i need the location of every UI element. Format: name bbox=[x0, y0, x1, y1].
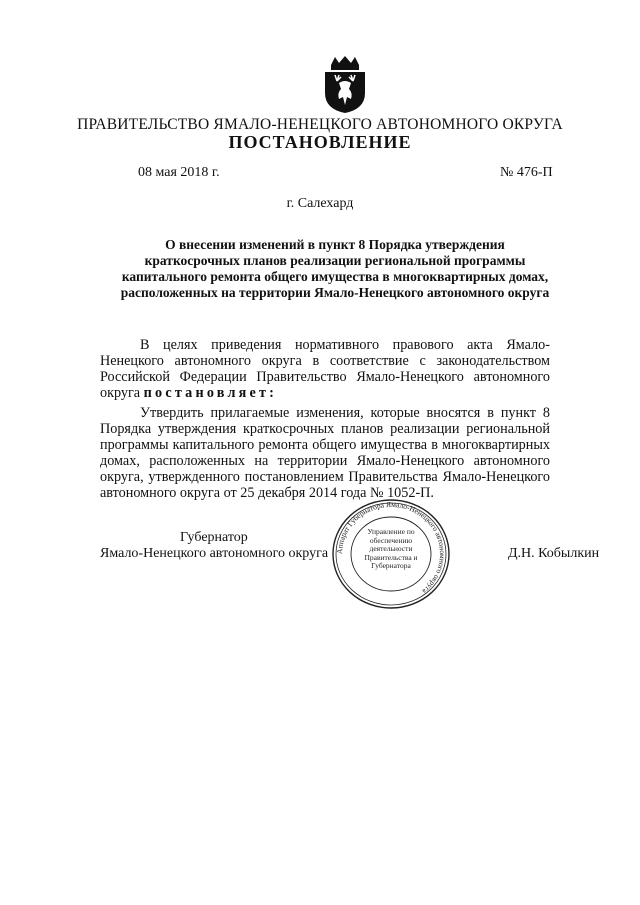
body-paragraph-1 bbox=[100, 337, 550, 401]
body-paragraph-2 bbox=[100, 405, 550, 501]
para1-text: В целях приведения нормативного правового акта Ямало-Ненецкого автономного округа в соответствие с законодательством Российской Федерации Правительство Ямало-Ненецкого автономного округа bbox=[100, 337, 550, 401]
document-title: О внесении изменений в пункт 8 Порядка утверждения краткосрочных планов реализации региональной программы капитального ремонта общего имущества в многоквартирных домах, расположенных на территории Ямало-Ненецкого автономного округа bbox=[120, 237, 550, 300]
signer-name: Д.Н. Кобылкин bbox=[508, 546, 600, 561]
organization-name: ПРАВИТЕЛЬСТВО ЯМАЛО-НЕНЕЦКОГО АВТОНОМНОГО ОКРУГА bbox=[77, 116, 563, 133]
document-number: № 476-П bbox=[500, 165, 553, 180]
stamp-center-text: Управление по обеспечению деятельности Правительства и Губернатора bbox=[364, 528, 418, 570]
document-type: ПОСТАНОВЛЕНИЕ bbox=[228, 132, 412, 152]
para1-action: постановляет: bbox=[143, 385, 278, 401]
stamp-ring-text: Аппарат Губернатора Ямало-Ненецкого автономного округа bbox=[334, 499, 448, 596]
city: г. Салехард bbox=[286, 196, 354, 211]
signer-position-line2: Ямало-Ненецкого автономного округа bbox=[100, 546, 329, 561]
official-stamp bbox=[330, 498, 452, 610]
document-date: 08 мая 2018 г. bbox=[138, 165, 220, 180]
para2-text: Утвердить прилагаемые изменения, которые вносятся в пункт 8 Порядка утверждения краткосрочных планов реализации региональной программы капитального ремонта общего имущества в многоквартирных домах, расположенных на территории Ямало-Ненецкого автономного округа, утвержденного постановлением Правительства Ямало-Ненецкого автономного округа от 25 декабря 2014 года № 1052-П. bbox=[100, 405, 550, 501]
signer-position-line1: Губернатор bbox=[180, 530, 248, 545]
coat-of-arms-icon bbox=[319, 55, 371, 115]
